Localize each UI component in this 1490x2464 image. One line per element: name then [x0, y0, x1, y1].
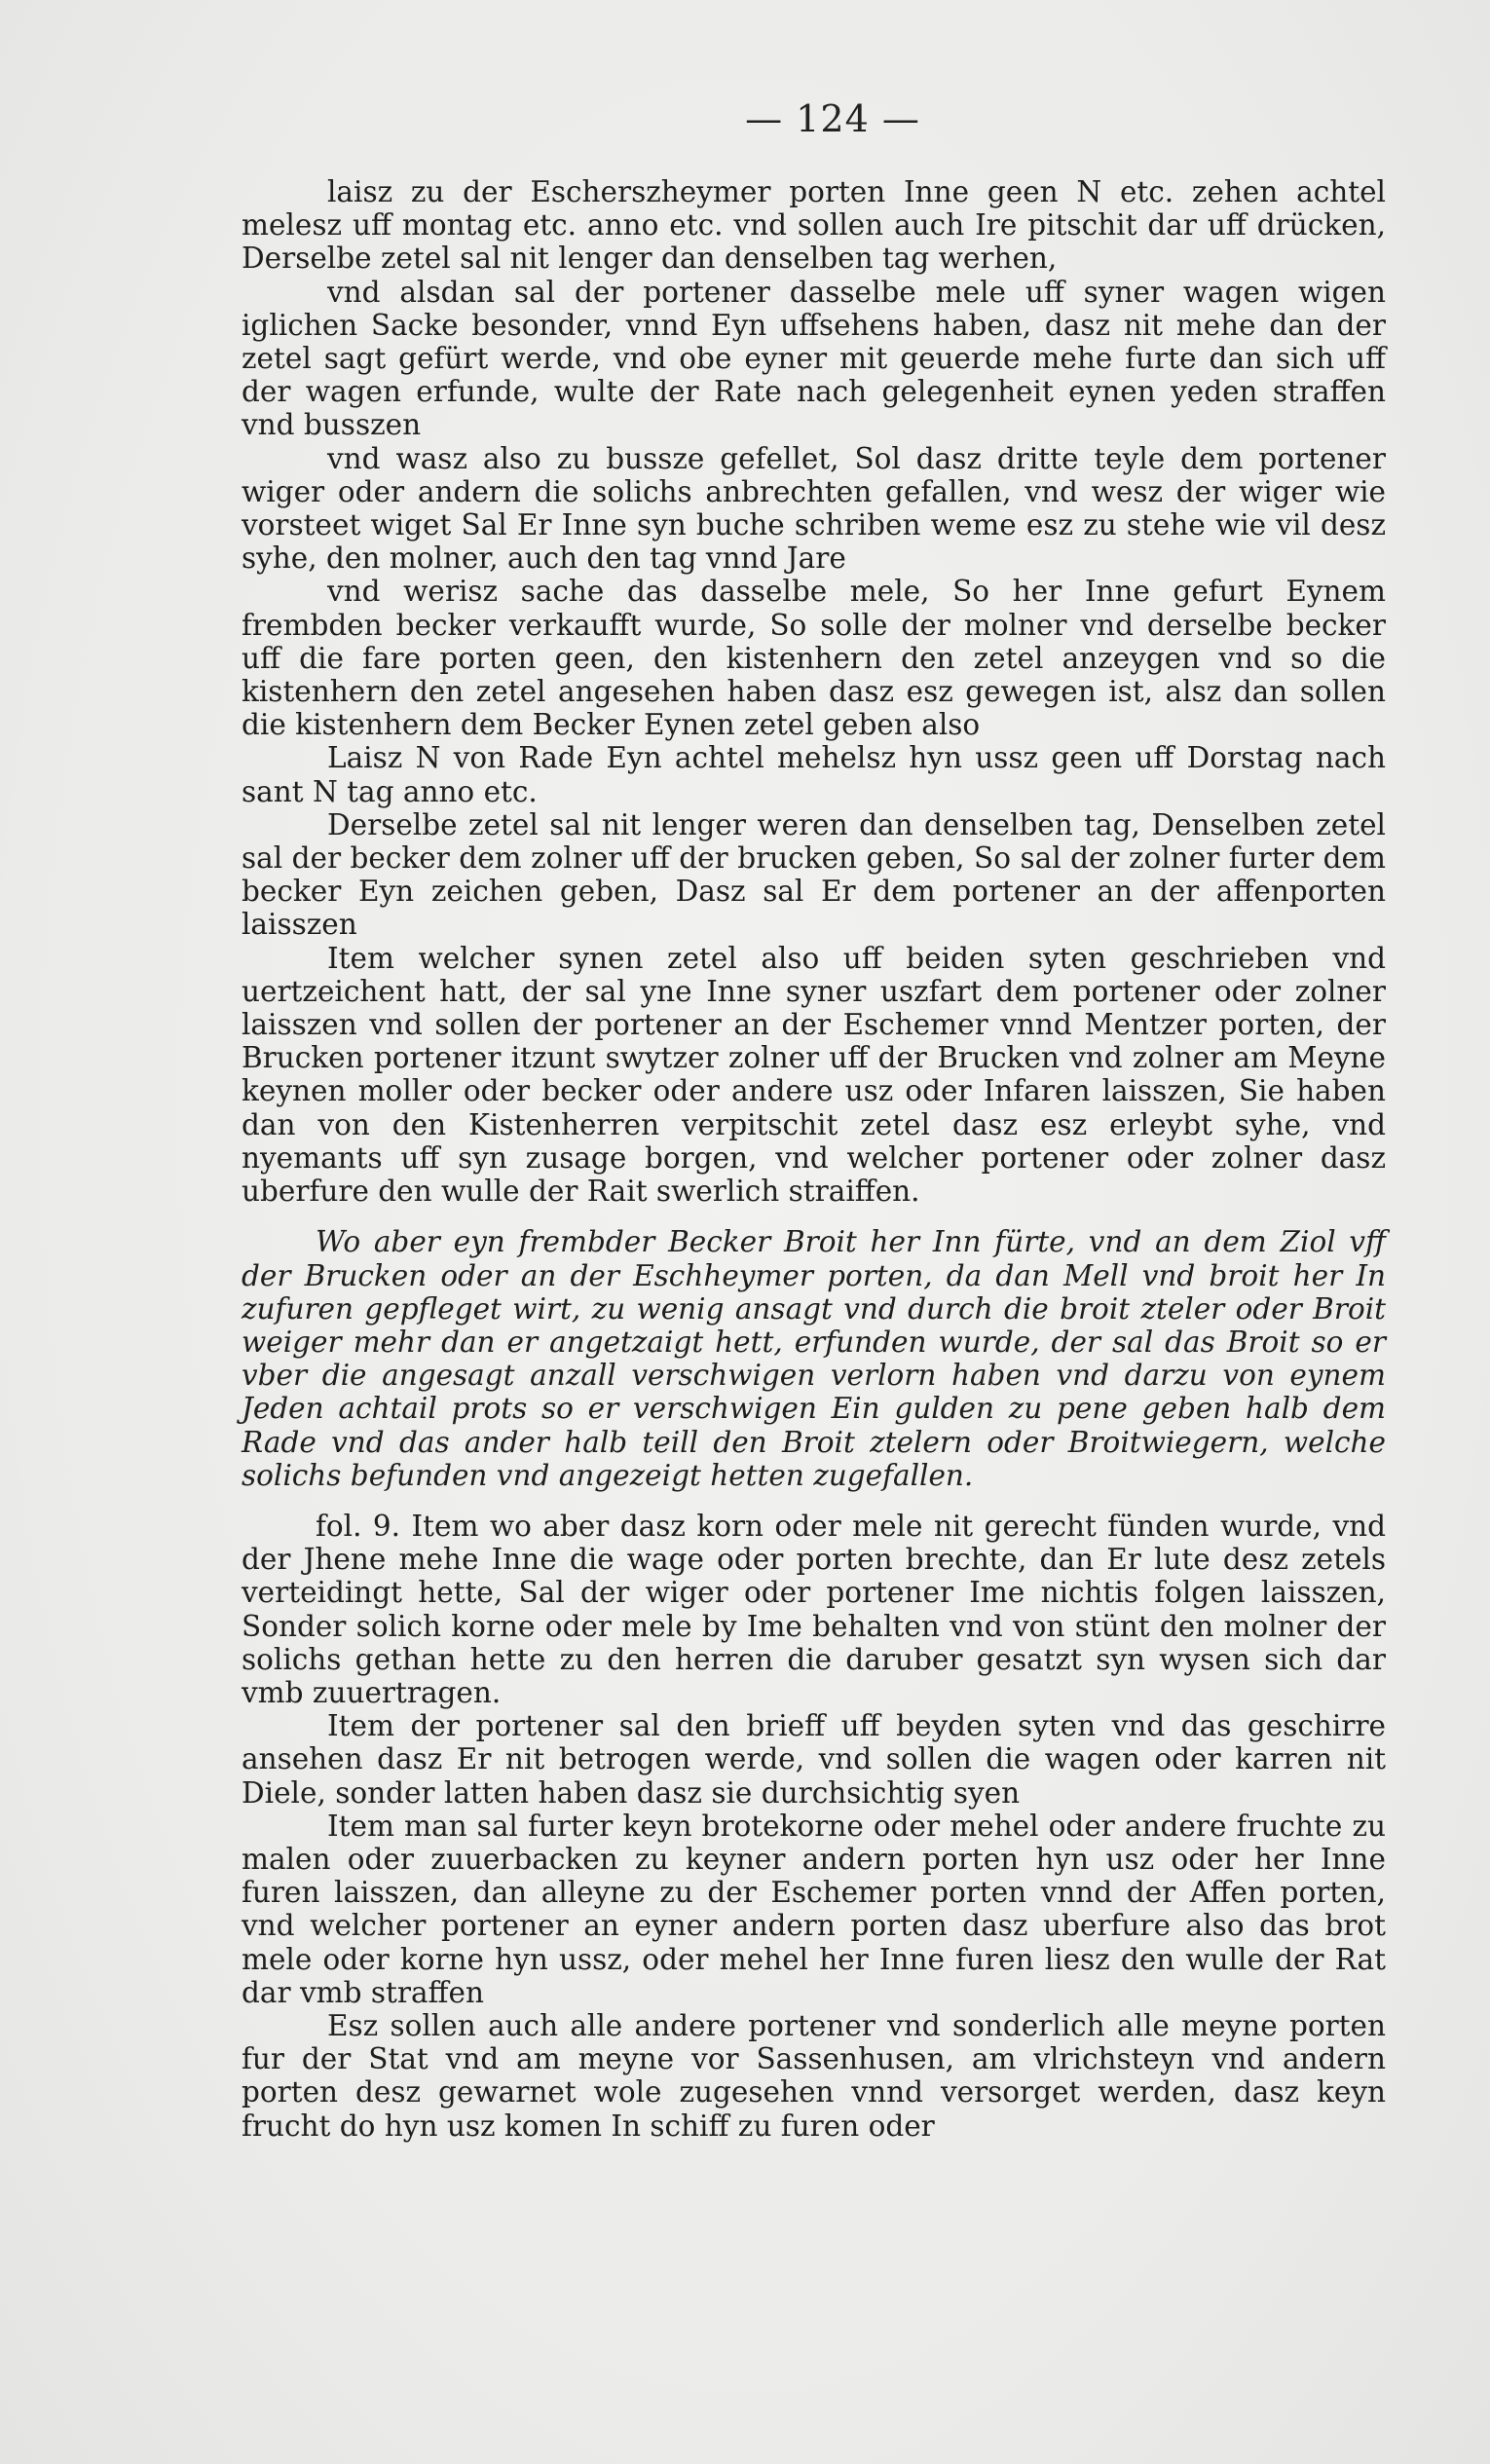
paragraph: Item man sal furter keyn brotekorne oder mehel oder andere fruchte zu malen oder zuuerbacken zu keyner andern porten hyn usz oder her Inne furen laisszen, dan alleyne zu der Eschemer porten vnnd der Affen porten, vnd welcher portener an eyner andern porten dasz uberfure also das brot mele oder korne hyn ussz, oder mehel her Inne furen liesz den wulle der Rat dar vmb straffen: [242, 1809, 1386, 2009]
italic-paragraph: Wo aber eyn frembder Becker Broit her Inn fürte, vnd an dem Ziol vff der Brucken oder an der Eschheymer porten, da dan Mell vnd broit her In zufuren gepfleget wirt, zu wenig ansagt vnd durch die broit zteler oder Broit weiger mehr dan er angetzaigt hett, erfunden wurde, der sal das Broit so er vber die angesagt anzall verschwigen verlorn haben vnd darzu von eynem Jeden achtail prots so er verschwigen Ein gulden zu pene geben halb dem Rade vnd das ander halb teill den Broit ztelern oder Broitwiegern, welche solichs befunden vnd angezeigt hetten zugefallen.: [242, 1225, 1386, 1492]
paragraph: vnd wasz also zu bussze gefellet, Sol dasz dritte teyle dem portener wiger oder andern die solichs anbrechten gefallen, vnd wesz der wiger wie vorsteet wiget Sal Er Inne syn buche schriben weme esz zu stehe wie vil desz syhe, den molner, auch den tag vnnd Jare: [242, 441, 1386, 576]
paragraph: Laisz N von Rade Eyn achtel mehelsz hyn ussz geen uff Dorstag nach sant N tag anno etc.: [242, 741, 1386, 808]
paragraph-fol-9: fol. 9. Item wo aber dasz korn oder mele nit gerecht fünden wurde, vnd der Jhene mehe Inne die wage oder porten brechte, dan Er lute desz zetels verteidingt hette, Sal der wiger oder portener Ime nichtis folgen laisszen, Sonder solich korne oder mele by Ime behalten vnd von stünt den molner der solichs gethan hette zu den herren die daruber gesatzt syn wysen sich dar vmb zuuertragen.: [242, 1509, 1386, 1709]
paragraph: laisz zu der Escherszheymer porten Inne geen N etc. zehen achtel melesz uff montag etc. anno etc. vnd sollen auch Ire pitschit dar uff drücken, Derselbe zetel sal nit lenger dan denselben tag werhen,: [242, 175, 1386, 276]
paragraph: Item welcher synen zetel also uff beiden syten geschrieben vnd uertzeichent hatt, der sal yne Inne syner uszfart dem portener oder zolner laisszen vnd sollen der portener an der Eschemer vnnd Mentzer porten, der Brucken portener itzunt swytzer zolner uff der Brucken vnd zolner am Meyne keynen moller oder becker oder andere usz oder Infaren laisszen, Sie haben dan von den Kistenherren verpitschit zetel dasz esz erleybt syhe, vnd nyemants uff syn zusage borgen, vnd welcher portener oder zolner dasz uberfure den wulle der Rait swerlich straiffen.: [242, 941, 1386, 1209]
paragraph: vnd alsdan sal der portener dasselbe mele uff syner wagen wigen iglichen Sacke besonder, vnnd Eyn uffsehens haben, dasz nit mehe dan der zetel sagt gefürt werde, vnd obe eyner mit geuerde mehe furte dan sich uff der wagen erfunde, wulte der Rate nach gelegenheit eynen yeden straffen vnd busszen: [242, 275, 1386, 442]
paragraph: vnd werisz sache das dasselbe mele, So her Inne gefurt Eynem frembden becker verkaufft wurde, So solle der molner vnd derselbe becker uff die fare porten geen, den kistenhern den zetel anzeygen vnd so die kistenhern den zetel angesehen haben dasz esz gewegen ist, alsz dan sollen die kistenhern dem Becker Eynen zetel geben also: [242, 575, 1386, 742]
paragraph: Item der portener sal den brieff uff beyden syten vnd das geschirre ansehen dasz Er nit betrogen werde, vnd sollen die wagen oder karren nit Diele, sonder latten haben dasz sie durchsichtig syen: [242, 1709, 1386, 1810]
body-text: [242, 175, 1386, 2143]
paragraph: Derselbe zetel sal nit lenger weren dan denselben tag, Denselben zetel sal der becker dem zolner uff der brucken geben, So sal der zolner furter dem becker Eyn zeichen geben, Dasz sal Er dem portener an der affenporten laisszen: [242, 807, 1386, 942]
page-number: — 124 —: [745, 97, 920, 140]
paragraph: Esz sollen auch alle andere portener vnd sonderlich alle meyne porten fur der Stat vnd am meyne vor Sassenhusen, am vlrichsteyn vnd andern porten desz gewarnet wole zugesehen vnnd versorget werden, dasz keyn frucht do hyn usz komen In schiff zu furen oder: [242, 2008, 1386, 2143]
